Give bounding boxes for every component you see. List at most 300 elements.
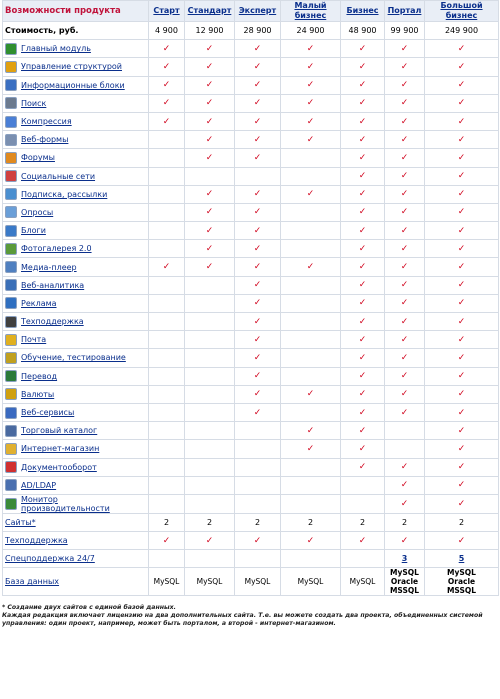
check-icon: ✓: [358, 262, 367, 273]
feature-link[interactable]: Реклама: [21, 298, 57, 308]
check-icon: ✓: [400, 352, 409, 363]
edition-big-business-header[interactable]: [425, 1, 499, 22]
edition-business-header[interactable]: [341, 1, 385, 22]
feature-cell: [425, 294, 499, 312]
edition-small-business-header[interactable]: [281, 1, 341, 22]
feature-cell: [341, 167, 385, 185]
edition-small-business-link[interactable]: Малый бизнес: [294, 1, 327, 20]
feature-cell: [149, 458, 185, 476]
check-icon: ✓: [205, 43, 214, 54]
feature-cell: [341, 367, 385, 385]
check-icon: ✓: [400, 480, 409, 491]
check-icon: ✓: [253, 389, 262, 400]
infoblocks-icon: [5, 79, 17, 91]
check-icon: ✓: [457, 371, 466, 382]
feature-cell: [281, 294, 341, 312]
feature-entry: [5, 261, 148, 273]
price-value: 99 900: [385, 22, 425, 40]
check-icon: ✓: [358, 152, 367, 163]
check-icon: ✓: [400, 407, 409, 418]
feature-entry: [5, 279, 148, 291]
feature-cell: [235, 58, 281, 76]
special-support-count-link[interactable]: 5: [458, 554, 465, 564]
feature-row: [3, 240, 499, 258]
feature-link[interactable]: Поиск: [21, 98, 47, 108]
check-icon: ✓: [358, 98, 367, 109]
feature-cell: [425, 185, 499, 203]
edition-business-link[interactable]: Бизнес: [346, 6, 379, 15]
feature-row: [3, 349, 499, 367]
check-icon: ✓: [457, 61, 466, 72]
check-icon: ✓: [457, 498, 466, 509]
feature-link[interactable]: Блоги: [21, 226, 46, 236]
check-icon: ✓: [457, 189, 466, 200]
special-support-count-link[interactable]: 3: [401, 554, 408, 564]
sites-row: [3, 513, 499, 531]
feature-link[interactable]: Медиа-плеер: [21, 262, 77, 272]
edition-standard-link[interactable]: Стандарт: [187, 6, 232, 15]
feature-row: [3, 440, 499, 458]
feature-link[interactable]: Форумы: [21, 153, 55, 163]
web-services-icon: [5, 407, 17, 419]
feature-cell: [281, 331, 341, 349]
check-icon: ✓: [400, 389, 409, 400]
media-player-icon: [5, 261, 17, 273]
translation-icon: [5, 370, 17, 382]
feature-cell: [149, 476, 185, 494]
feature-cell: [149, 276, 185, 294]
feature-name-cell: [3, 276, 149, 294]
check-icon: ✓: [306, 443, 315, 454]
check-icon: ✓: [306, 116, 315, 127]
feature-cell: [281, 240, 341, 258]
check-icon: ✓: [358, 443, 367, 454]
special-support-value: [235, 550, 281, 568]
check-icon: ✓: [400, 207, 409, 218]
database-name: Oracle: [390, 577, 419, 587]
check-icon: ✓: [253, 334, 262, 345]
feature-cell: [235, 476, 281, 494]
support-link[interactable]: Техподдержка: [5, 536, 68, 546]
sites-value: 2: [281, 513, 341, 531]
feature-cell: [149, 58, 185, 76]
feature-cell: [149, 294, 185, 312]
feature-cell: [281, 94, 341, 112]
feature-link[interactable]: Почта: [21, 335, 47, 345]
feature-cell: [385, 76, 425, 94]
feature-name-cell: [3, 240, 149, 258]
feature-link[interactable]: Техподдержка: [21, 317, 84, 327]
edition-big-business-link[interactable]: Большой бизнес: [440, 1, 483, 20]
check-icon: ✓: [253, 371, 262, 382]
feature-cell: [385, 276, 425, 294]
check-icon: ✓: [253, 352, 262, 363]
feature-cell: [425, 167, 499, 185]
special-support-link[interactable]: Спецподдержка 24/7: [5, 554, 95, 564]
feature-name-cell: [3, 458, 149, 476]
feature-cell: [185, 203, 235, 221]
feature-cell: [235, 40, 281, 58]
check-icon: ✓: [205, 189, 214, 200]
feature-link[interactable]: Монитор производительности: [21, 494, 110, 513]
feature-cell: [149, 331, 185, 349]
feature-entry: [5, 79, 148, 91]
feature-link[interactable]: Перевод: [21, 371, 58, 381]
feature-row: [3, 58, 499, 76]
check-icon: ✓: [205, 61, 214, 72]
feature-row: [3, 112, 499, 130]
check-icon: ✓: [205, 243, 214, 254]
price-row: [3, 22, 499, 40]
feature-link[interactable]: Информационные блоки: [21, 80, 125, 90]
feature-cell: [149, 40, 185, 58]
edition-start-link[interactable]: Старт: [153, 6, 180, 15]
check-icon: ✓: [306, 262, 315, 273]
check-icon: ✓: [400, 298, 409, 309]
special-support-value: [149, 550, 185, 568]
check-icon: ✓: [253, 535, 262, 546]
feature-cell: [425, 422, 499, 440]
feature-cell: [385, 458, 425, 476]
feature-cell: [149, 494, 185, 513]
feature-link[interactable]: Веб-формы: [21, 135, 69, 145]
feature-link[interactable]: Компрессия: [21, 117, 72, 127]
check-icon: ✓: [358, 371, 367, 382]
support-value: [149, 532, 185, 550]
footnote-line-2: Каждая редакция включает лицензию на два дополнительных сайта. Т.е. вы можете создать два проекта, объединенных системой управления: один проект, например, может быть порталом, а второй - интернет-магазином.: [2, 612, 483, 628]
check-icon: ✓: [306, 425, 315, 436]
feature-cell: [425, 403, 499, 421]
database-link[interactable]: База данных: [5, 577, 60, 587]
feature-link[interactable]: Веб-аналитика: [21, 280, 85, 290]
feature-link[interactable]: AD/LDAP: [21, 480, 57, 490]
feature-row: [3, 422, 499, 440]
feature-link[interactable]: Главный модуль: [21, 44, 91, 54]
check-icon: ✓: [400, 43, 409, 54]
feature-cell: [341, 222, 385, 240]
check-icon: ✓: [253, 225, 262, 236]
feature-cell: [425, 476, 499, 494]
feature-entry: [5, 43, 148, 55]
feature-cell: [281, 313, 341, 331]
check-icon: ✓: [205, 152, 214, 163]
feature-cell: [341, 476, 385, 494]
feature-cell: [185, 58, 235, 76]
feature-cell: [235, 167, 281, 185]
feature-cell: [185, 276, 235, 294]
header-row: [3, 1, 499, 22]
feature-link[interactable]: Интернет-магазин: [21, 444, 100, 454]
check-icon: ✓: [253, 316, 262, 327]
features-header: Возможности продукта: [3, 1, 149, 22]
check-icon: ✓: [457, 535, 466, 546]
support-row: [3, 532, 499, 550]
social-networks-icon: [5, 170, 17, 182]
feature-name-cell: [3, 422, 149, 440]
price-value: 48 900: [341, 22, 385, 40]
feature-cell: [281, 385, 341, 403]
feature-name-cell: [3, 476, 149, 494]
check-icon: ✓: [205, 262, 214, 273]
check-icon: ✓: [400, 189, 409, 200]
feature-entry: [5, 152, 148, 164]
check-icon: ✓: [358, 389, 367, 400]
feature-link[interactable]: Управление структурой: [21, 62, 122, 72]
check-icon: ✓: [400, 243, 409, 254]
check-icon: ✓: [205, 535, 214, 546]
check-icon: ✓: [400, 171, 409, 182]
support-value: [341, 532, 385, 550]
feature-cell: [341, 185, 385, 203]
check-icon: ✓: [457, 43, 466, 54]
database-name: MSSQL: [389, 586, 420, 596]
check-icon: ✓: [162, 535, 171, 546]
edition-portal-link[interactable]: Портал: [387, 6, 422, 15]
check-icon: ✓: [253, 207, 262, 218]
feature-row: [3, 294, 499, 312]
feature-cell: [385, 331, 425, 349]
structure-icon: [5, 61, 17, 73]
check-icon: ✓: [253, 98, 262, 109]
feature-link[interactable]: Торговый каталог: [21, 426, 98, 436]
feature-name-cell: [3, 222, 149, 240]
feature-cell: [185, 258, 235, 276]
feature-cell: [425, 222, 499, 240]
check-icon: ✓: [306, 98, 315, 109]
feature-cell: [425, 458, 499, 476]
feature-link[interactable]: Валюты: [21, 389, 55, 399]
feature-cell: [281, 349, 341, 367]
feature-cell: [425, 367, 499, 385]
feature-entry: [5, 425, 148, 437]
feature-cell: [149, 440, 185, 458]
feature-cell: [149, 185, 185, 203]
feature-row: [3, 40, 499, 58]
feature-entry: [5, 134, 148, 146]
feature-cell: [341, 403, 385, 421]
feature-entry: [5, 225, 148, 237]
feature-link[interactable]: Социальные сети: [21, 171, 96, 181]
feature-cell: [385, 58, 425, 76]
edition-start-header[interactable]: [149, 1, 185, 22]
compression-icon: [5, 116, 17, 128]
check-icon: ✓: [205, 207, 214, 218]
currency-icon: [5, 388, 17, 400]
main-module-icon: [5, 43, 17, 55]
feature-cell: [341, 494, 385, 513]
feature-cell: [235, 385, 281, 403]
feature-cell: [341, 313, 385, 331]
support-value: [185, 532, 235, 550]
feature-cell: [235, 422, 281, 440]
feature-name-cell: [3, 149, 149, 167]
feature-row: [3, 185, 499, 203]
feature-cell: [385, 40, 425, 58]
edition-expert-link[interactable]: Эксперт: [238, 6, 277, 15]
check-icon: ✓: [253, 189, 262, 200]
ad-ldap-icon: [5, 479, 17, 491]
feature-name-cell: [3, 403, 149, 421]
feature-name-cell: [3, 167, 149, 185]
feature-cell: [281, 40, 341, 58]
check-icon: ✓: [400, 80, 409, 91]
feature-cell: [425, 94, 499, 112]
feature-row: [3, 331, 499, 349]
feature-entry: [5, 443, 148, 455]
check-icon: ✓: [306, 134, 315, 145]
feature-link[interactable]: Документооборот: [21, 462, 97, 472]
feature-cell: [235, 313, 281, 331]
check-icon: ✓: [457, 425, 466, 436]
sites-value: 2: [149, 513, 185, 531]
special-support-cell: [3, 550, 149, 568]
feature-cell: [385, 440, 425, 458]
database-name: MySQL: [196, 577, 223, 587]
check-icon: ✓: [457, 262, 466, 273]
check-icon: ✓: [358, 134, 367, 145]
feature-cell: [235, 331, 281, 349]
feature-entry: [5, 388, 148, 400]
feature-cell: [185, 331, 235, 349]
check-icon: ✓: [457, 389, 466, 400]
check-icon: ✓: [306, 43, 315, 54]
feature-cell: [185, 149, 235, 167]
feature-link[interactable]: Подписка, рассылки: [21, 189, 108, 199]
feature-cell: [185, 367, 235, 385]
search-icon: [5, 97, 17, 109]
feature-cell: [341, 258, 385, 276]
feature-name-cell: [3, 313, 149, 331]
feature-cell: [425, 40, 499, 58]
feature-cell: [185, 294, 235, 312]
feature-row: [3, 458, 499, 476]
edition-expert-header[interactable]: [235, 1, 281, 22]
check-icon: ✓: [162, 80, 171, 91]
check-icon: ✓: [162, 98, 171, 109]
feature-entry: [5, 61, 148, 73]
check-icon: ✓: [306, 535, 315, 546]
check-icon: ✓: [162, 43, 171, 54]
check-icon: ✓: [253, 80, 262, 91]
check-icon: ✓: [358, 352, 367, 363]
feature-cell: [185, 422, 235, 440]
check-icon: ✓: [457, 334, 466, 345]
feature-link[interactable]: Опросы: [21, 207, 54, 217]
feature-cell: [281, 167, 341, 185]
feature-cell: [235, 149, 281, 167]
feature-entry: [5, 495, 148, 513]
feature-name-cell: [3, 294, 149, 312]
feature-cell: [385, 494, 425, 513]
footnote-line-1: * Создание двух сайтов с единой базой данных.: [2, 604, 176, 612]
feature-cell: [235, 458, 281, 476]
feature-cell: [425, 313, 499, 331]
feature-cell: [281, 112, 341, 130]
check-icon: ✓: [358, 80, 367, 91]
price-value: 12 900: [185, 22, 235, 40]
check-icon: ✓: [253, 116, 262, 127]
feature-cell: [385, 112, 425, 130]
check-icon: ✓: [457, 171, 466, 182]
feature-link[interactable]: Фотогалерея 2.0: [21, 244, 92, 254]
check-icon: ✓: [457, 207, 466, 218]
check-icon: ✓: [457, 134, 466, 145]
feature-cell: [385, 203, 425, 221]
feature-cell: [281, 403, 341, 421]
feature-name-cell: [3, 203, 149, 221]
feature-cell: [425, 149, 499, 167]
check-icon: ✓: [457, 225, 466, 236]
feature-name-cell: [3, 349, 149, 367]
feature-cell: [281, 58, 341, 76]
edition-standard-header[interactable]: [185, 1, 235, 22]
feature-name-cell: [3, 258, 149, 276]
feature-cell: [185, 458, 235, 476]
feature-cell: [185, 240, 235, 258]
feature-cell: [149, 240, 185, 258]
feature-name-cell: [3, 494, 149, 513]
feature-name-cell: [3, 94, 149, 112]
feature-cell: [185, 440, 235, 458]
feature-cell: [281, 76, 341, 94]
sites-value: 2: [425, 513, 499, 531]
feature-name-cell: [3, 76, 149, 94]
feature-link[interactable]: Веб-сервисы: [21, 408, 75, 418]
special-support-value: [281, 550, 341, 568]
price-label: Стоимость, руб.: [3, 22, 149, 40]
feature-cell: [425, 76, 499, 94]
subscription-icon: [5, 188, 17, 200]
sites-value: 2: [235, 513, 281, 531]
feature-cell: [341, 149, 385, 167]
check-icon: ✓: [358, 207, 367, 218]
feature-cell: [425, 258, 499, 276]
database-value: [385, 568, 425, 596]
check-icon: ✓: [400, 316, 409, 327]
sites-link[interactable]: Сайты*: [5, 517, 36, 527]
feature-cell: [281, 458, 341, 476]
database-name: MySQL: [153, 577, 180, 587]
feature-entry: [5, 479, 148, 491]
feature-cell: [281, 440, 341, 458]
support-value: [425, 532, 499, 550]
feature-cell: [185, 385, 235, 403]
special-support-value: [385, 550, 425, 568]
feature-cell: [281, 422, 341, 440]
feature-cell: [235, 94, 281, 112]
feature-cell: [185, 94, 235, 112]
check-icon: ✓: [400, 498, 409, 509]
check-icon: ✓: [358, 225, 367, 236]
edition-portal-header[interactable]: [385, 1, 425, 22]
feature-cell: [235, 112, 281, 130]
feature-name-cell: [3, 112, 149, 130]
feature-row: [3, 94, 499, 112]
check-icon: ✓: [400, 535, 409, 546]
feature-name-cell: [3, 385, 149, 403]
check-icon: ✓: [457, 462, 466, 473]
feature-cell: [149, 367, 185, 385]
feature-link[interactable]: Обучение, тестирование: [21, 353, 126, 363]
feature-row: [3, 222, 499, 240]
check-icon: ✓: [306, 80, 315, 91]
database-row: [3, 568, 499, 596]
feature-cell: [235, 131, 281, 149]
check-icon: ✓: [400, 371, 409, 382]
feature-cell: [281, 476, 341, 494]
price-value: 249 900: [425, 22, 499, 40]
feature-cell: [341, 458, 385, 476]
